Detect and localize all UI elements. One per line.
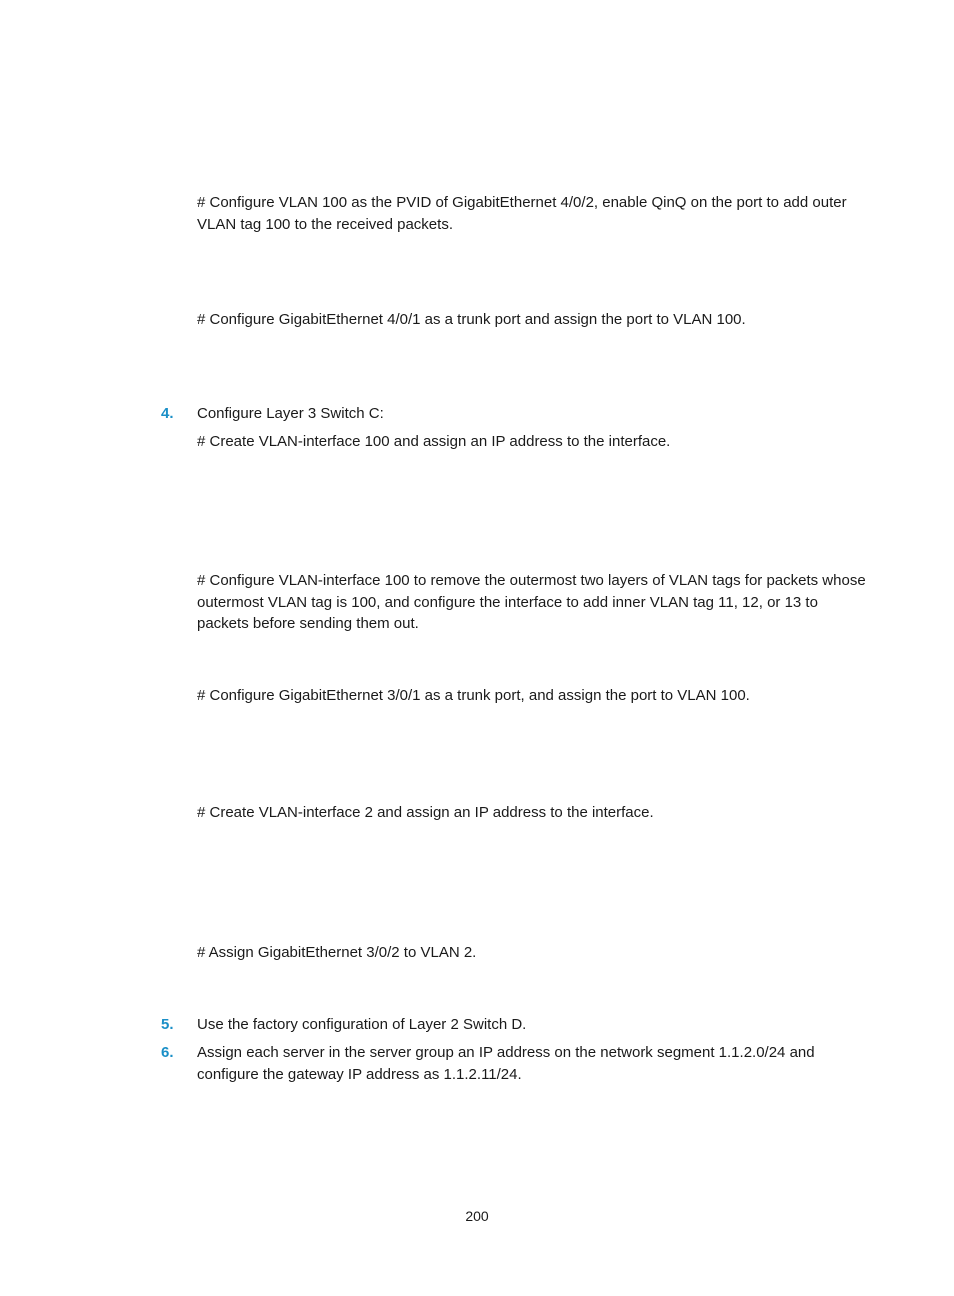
step-text: Use the factory configuration of Layer 2 Switch D. xyxy=(197,1016,527,1033)
comment-assign-3-0-2: # Assign GigabitEthernet 3/0/2 to VLAN 2. xyxy=(197,944,477,961)
comment-trunk-3-0-1: # Configure GigabitEthernet 3/0/1 as a trunk port, and assign the port to VLAN 100. xyxy=(197,687,750,704)
step-text: Assign each server in the server group an IP address on the network segment 1.1.2.0/24 and configure the gateway IP address as 1.1.2.11/24. xyxy=(197,1044,815,1083)
step-number: 6. xyxy=(161,1044,174,1061)
step-number: 4. xyxy=(161,405,174,422)
comment-qinq-pvid: # Configure VLAN 100 as the PVID of GigabitEthernet 4/0/2, enable QinQ on the port to add outer VLAN tag 100 to the received packets. xyxy=(197,194,847,233)
comment-remove-tags: # Configure VLAN-interface 100 to remove the outermost two layers of VLAN tags for packets whose outermost VLAN tag is 100, and configure the interface to add inner VLAN tag 11, 12, or 13 to packets before sending them out. xyxy=(197,572,866,632)
page-number: 200 xyxy=(465,1208,489,1224)
comment-vlan-interface-2: # Create VLAN-interface 2 and assign an IP address to the interface. xyxy=(197,804,654,821)
comment-vlan-interface-100: # Create VLAN-interface 100 and assign an IP address to the interface. xyxy=(197,433,671,450)
step-text: Configure Layer 3 Switch C: xyxy=(197,405,384,422)
comment-trunk-4-0-1: # Configure GigabitEthernet 4/0/1 as a trunk port and assign the port to VLAN 100. xyxy=(197,311,746,328)
step-number: 5. xyxy=(161,1016,174,1033)
